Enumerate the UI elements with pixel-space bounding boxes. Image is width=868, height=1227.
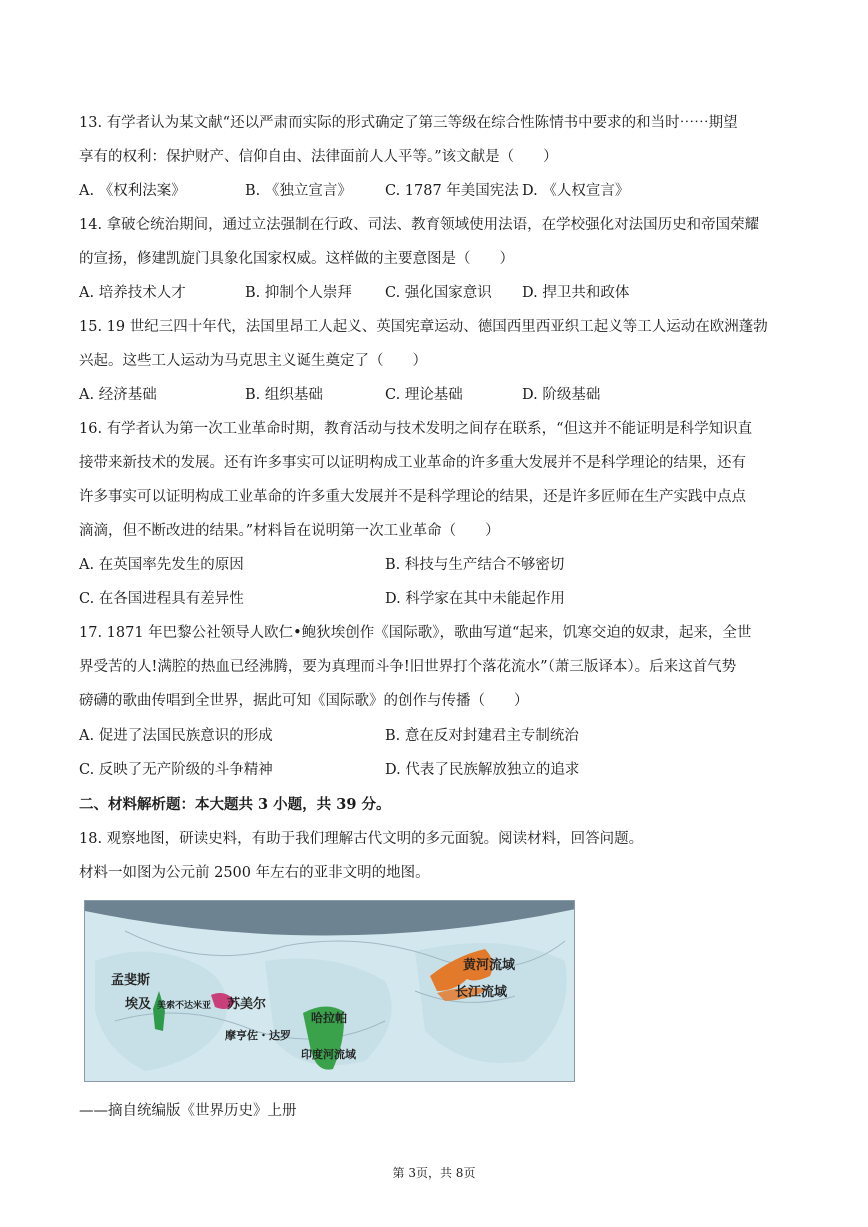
q16-option-c: C. 在各国进程具有差异性 (79, 591, 244, 607)
q13-option-a: A. 《权利法案》 (79, 183, 186, 199)
map-label-mesopotamia: 美索不达米亚 (157, 1001, 212, 1011)
map-label-harappa: 哈拉帕 (311, 1011, 348, 1025)
q13-option-c: C. 1787 年美国宪法 (385, 183, 519, 199)
q15-option-b: B. 组织基础 (245, 387, 323, 403)
map-label-indus: 印度河流域 (301, 1048, 356, 1061)
map-label-mohenjo-daro: 摩亨佐・达罗 (225, 1029, 291, 1042)
q13-option-d: D. 《人权宣言》 (522, 183, 630, 199)
page-footer: 第 3页，共 8页 (392, 1166, 476, 1180)
q17-line-2: 界受苦的人!满腔的热血已经沸腾，要为真理而斗争!旧世界打个落花流水”（萧三版译本）。后来这首气势 (79, 659, 737, 675)
q17-option-a: A. 促进了法国民族意识的形成 (79, 728, 273, 744)
q16-option-a: A. 在英国率先发生的原因 (79, 557, 244, 573)
q18-source: ——摘自统编版《世界历史》上册 (79, 1103, 297, 1119)
ancient-civilizations-map (84, 900, 575, 1082)
section-heading: 二、材料解析题：本大题共 3 小题，共 39 分。 (79, 796, 391, 813)
q14-line-1: 14. 拿破仑统治期间，通过立法强制在行政、司法、教育领域使用法语，在学校强化对法国历史和帝国荣耀 (79, 217, 760, 233)
q17-line-3: 磅礴的歌曲传唱到全世界，据此可知《国际歌》的创作与传播（ ） (79, 693, 529, 709)
q16-line-1: 16. 有学者认为第一次工业革命时期，教育活动与技术发明之间存在联系，“但这并不能证明是科学知识直 (79, 421, 753, 437)
q14-line-2: 的宣扬，修建凯旋门具象化国家权威。这样做的主要意图是（ ） (79, 251, 514, 267)
q14-option-d: D. 捍卫共和政体 (522, 285, 630, 301)
q13-option-b: B. 《独立宣言》 (245, 183, 352, 199)
q15-line-1: 15. 19 世纪三四十年代，法国里昂工人起义、英国宪章运动、德国西里西亚织工起义等工人运动在欧洲蓬勃 (79, 319, 768, 335)
q14-option-a: A. 培养技术人才 (79, 285, 186, 301)
q15-option-a: A. 经济基础 (79, 387, 157, 403)
q17-line-1: 17. 1871 年巴黎公社领导人欧仁•鲍狄埃创作《国际歌》，歌曲写道“起来，饥寒交迫的奴隶，起来，全世 (79, 625, 752, 641)
q16-option-b: B. 科技与生产结合不够密切 (385, 557, 565, 573)
q18-line-1: 18. 观察地图，研读史料，有助于我们理解古代文明的多元面貌。阅读材料，回答问题。 (79, 831, 644, 847)
q16-line-2: 接带来新技术的发展。还有许多事实可以证明构成工业革命的许多重大发展并不是科学理论的结果，还有 (79, 455, 746, 471)
q18-material-1: 材料一如图为公元前 2500 年左右的亚非文明的地图。 (79, 865, 430, 881)
q14-option-c: C. 强化国家意识 (385, 285, 492, 301)
map-label-egypt: 埃及 (125, 997, 152, 1012)
q17-option-b: B. 意在反对封建君主专制统治 (385, 728, 579, 744)
map-label-yangtze: 长江流域 (455, 985, 508, 1000)
q16-option-d: D. 科学家在其中未能起作用 (385, 591, 565, 607)
q15-line-2: 兴起。这些工人运动为马克思主义诞生奠定了（ ） (79, 353, 427, 369)
q13-line-1: 13. 有学者认为某文献“还以严肃而实际的形式确定了第三等级在综合性陈情书中要求的和当时⋯⋯期望 (79, 115, 738, 131)
map-label-sumer: 苏美尔 (227, 997, 267, 1012)
q13-line-2: 享有的权利：保护财产、信仰自由、法律面前人人平等。”该文献是（ ） (79, 149, 558, 165)
q14-option-b: B. 抑制个人崇拜 (245, 285, 352, 301)
q16-line-4: 滴滴，但不断改进的结果。”材料旨在说明第一次工业革命（ ） (79, 523, 500, 539)
q16-line-3: 许多事实可以证明构成工业革命的许多重大发展并不是科学理论的结果，还是许多匠师在生产实践中点点 (79, 489, 746, 505)
q17-option-c: C. 反映了无产阶级的斗争精神 (79, 762, 273, 778)
q17-option-d: D. 代表了民族解放独立的追求 (385, 762, 580, 778)
map-label-memphis: 孟斐斯 (111, 973, 151, 988)
q15-option-d: D. 阶级基础 (522, 387, 601, 403)
map-label-yellow-river: 黄河流域 (463, 958, 516, 973)
q15-option-c: C. 理论基础 (385, 387, 463, 403)
